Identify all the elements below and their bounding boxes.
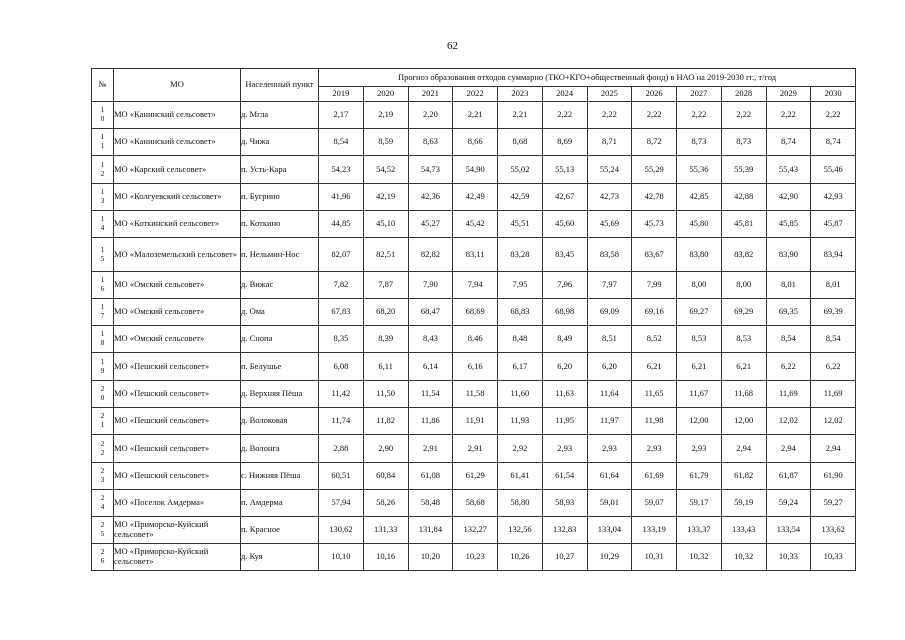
value-cell: 83,45 bbox=[542, 238, 587, 272]
value-cell: 55,24 bbox=[587, 156, 632, 184]
value-cell: 6,08 bbox=[319, 353, 364, 381]
value-cell: 6,11 bbox=[363, 353, 408, 381]
value-cell: 54,52 bbox=[363, 156, 408, 184]
header-year: 2022 bbox=[453, 87, 498, 102]
value-cell: 11,60 bbox=[498, 381, 543, 408]
settlement-cell: п. Амдерма bbox=[241, 490, 319, 517]
value-cell: 69,29 bbox=[721, 299, 766, 326]
value-cell: 11,69 bbox=[811, 381, 856, 408]
value-cell: 83,94 bbox=[811, 238, 856, 272]
settlement-cell: д. Верхняя Пёша bbox=[241, 381, 319, 408]
value-cell: 42,88 bbox=[721, 184, 766, 211]
value-cell: 83,80 bbox=[677, 238, 722, 272]
value-cell: 2,90 bbox=[363, 435, 408, 463]
value-cell: 6,22 bbox=[811, 353, 856, 381]
value-cell: 68,83 bbox=[498, 299, 543, 326]
value-cell: 55,02 bbox=[498, 156, 543, 184]
municipality-cell: МО «Омский сельсовет» bbox=[114, 299, 241, 326]
value-cell: 11,64 bbox=[587, 381, 632, 408]
value-cell: 2,93 bbox=[542, 435, 587, 463]
value-cell: 6,14 bbox=[408, 353, 453, 381]
value-cell: 7,90 bbox=[408, 272, 453, 299]
value-cell: 68,20 bbox=[363, 299, 408, 326]
value-cell: 45,10 bbox=[363, 211, 408, 238]
value-cell: 55,29 bbox=[632, 156, 677, 184]
table-row bbox=[92, 211, 856, 238]
value-cell: 6,20 bbox=[542, 353, 587, 381]
value-cell: 12,02 bbox=[811, 408, 856, 435]
value-cell: 10,29 bbox=[587, 544, 632, 571]
value-cell: 2,91 bbox=[408, 435, 453, 463]
settlement-cell: п. Усть-Кара bbox=[241, 156, 319, 184]
value-cell: 6,21 bbox=[721, 353, 766, 381]
value-cell: 7,95 bbox=[498, 272, 543, 299]
table-row bbox=[92, 353, 856, 381]
value-cell: 61,29 bbox=[453, 463, 498, 490]
value-cell: 8,01 bbox=[766, 272, 811, 299]
value-cell: 59,27 bbox=[811, 490, 856, 517]
value-cell: 6,22 bbox=[766, 353, 811, 381]
value-cell: 82,51 bbox=[363, 238, 408, 272]
municipality-cell: МО «Карский сельсовет» bbox=[114, 156, 241, 184]
value-cell: 61,41 bbox=[498, 463, 543, 490]
value-cell: 12,00 bbox=[721, 408, 766, 435]
row-number: 2 3 bbox=[92, 463, 114, 490]
settlement-cell: д. Вижас bbox=[241, 272, 319, 299]
value-cell: 44,85 bbox=[319, 211, 364, 238]
row-number: 1 0 bbox=[92, 102, 114, 129]
value-cell: 11,68 bbox=[721, 381, 766, 408]
value-cell: 7,94 bbox=[453, 272, 498, 299]
value-cell: 61,64 bbox=[587, 463, 632, 490]
municipality-cell: МО «Пешский сельсовет» bbox=[114, 353, 241, 381]
value-cell: 8,39 bbox=[363, 326, 408, 353]
value-cell: 2,22 bbox=[766, 102, 811, 129]
table-row bbox=[92, 184, 856, 211]
value-cell: 8,72 bbox=[632, 129, 677, 156]
table-row bbox=[92, 102, 856, 129]
value-cell: 133,54 bbox=[766, 517, 811, 544]
value-cell: 82,07 bbox=[319, 238, 364, 272]
value-cell: 42,67 bbox=[542, 184, 587, 211]
value-cell: 132,83 bbox=[542, 517, 587, 544]
value-cell: 133,04 bbox=[587, 517, 632, 544]
value-cell: 2,21 bbox=[498, 102, 543, 129]
value-cell: 55,13 bbox=[542, 156, 587, 184]
value-cell: 8,54 bbox=[319, 129, 364, 156]
value-cell: 6,20 bbox=[587, 353, 632, 381]
value-cell: 8,48 bbox=[498, 326, 543, 353]
value-cell: 130,62 bbox=[319, 517, 364, 544]
value-cell: 10,26 bbox=[498, 544, 543, 571]
value-cell: 132,27 bbox=[453, 517, 498, 544]
settlement-cell: д. Волонга bbox=[241, 435, 319, 463]
header-year: 2026 bbox=[632, 87, 677, 102]
municipality-cell: МО «Поселок Амдерма» bbox=[114, 490, 241, 517]
value-cell: 61,69 bbox=[632, 463, 677, 490]
value-cell: 58,93 bbox=[542, 490, 587, 517]
value-cell: 61,87 bbox=[766, 463, 811, 490]
value-cell: 11,69 bbox=[766, 381, 811, 408]
value-cell: 7,99 bbox=[632, 272, 677, 299]
value-cell: 68,47 bbox=[408, 299, 453, 326]
header-forecast: Прогноз образования отходов суммарно (ТКО+КГО+общественный фонд) в НАО на 2019-2030 гг., т/год bbox=[319, 69, 856, 87]
settlement-cell: п. Белушье bbox=[241, 353, 319, 381]
value-cell: 12,00 bbox=[677, 408, 722, 435]
value-cell: 83,58 bbox=[587, 238, 632, 272]
table-row bbox=[92, 299, 856, 326]
value-cell: 8,49 bbox=[542, 326, 587, 353]
header-year: 2021 bbox=[408, 87, 453, 102]
value-cell: 42,78 bbox=[632, 184, 677, 211]
value-cell: 8,73 bbox=[721, 129, 766, 156]
value-cell: 10,32 bbox=[677, 544, 722, 571]
table-row bbox=[92, 326, 856, 353]
value-cell: 11,93 bbox=[498, 408, 543, 435]
value-cell: 2,21 bbox=[453, 102, 498, 129]
value-cell: 54,90 bbox=[453, 156, 498, 184]
value-cell: 11,42 bbox=[319, 381, 364, 408]
header-mo: МО bbox=[114, 69, 241, 102]
value-cell: 10,27 bbox=[542, 544, 587, 571]
value-cell: 2,88 bbox=[319, 435, 364, 463]
row-number: 1 3 bbox=[92, 184, 114, 211]
value-cell: 10,31 bbox=[632, 544, 677, 571]
table-row bbox=[92, 156, 856, 184]
value-cell: 55,39 bbox=[721, 156, 766, 184]
value-cell: 45,81 bbox=[721, 211, 766, 238]
value-cell: 61,54 bbox=[542, 463, 587, 490]
value-cell: 2,93 bbox=[587, 435, 632, 463]
value-cell: 7,82 bbox=[319, 272, 364, 299]
value-cell: 11,86 bbox=[408, 408, 453, 435]
settlement-cell: д. Чижа bbox=[241, 129, 319, 156]
value-cell: 82,82 bbox=[408, 238, 453, 272]
settlement-cell: п. Красное bbox=[241, 517, 319, 544]
settlement-cell: д. Снопа bbox=[241, 326, 319, 353]
value-cell: 10,32 bbox=[721, 544, 766, 571]
value-cell: 133,19 bbox=[632, 517, 677, 544]
value-cell: 42,19 bbox=[363, 184, 408, 211]
value-cell: 8,00 bbox=[721, 272, 766, 299]
municipality-cell: МО «Приморско-Куйский сельсовет» bbox=[114, 517, 241, 544]
value-cell: 68,69 bbox=[453, 299, 498, 326]
value-cell: 11,91 bbox=[453, 408, 498, 435]
value-cell: 11,67 bbox=[677, 381, 722, 408]
value-cell: 7,97 bbox=[587, 272, 632, 299]
value-cell: 8,46 bbox=[453, 326, 498, 353]
municipality-cell: МО «Канинский сельсовет» bbox=[114, 129, 241, 156]
value-cell: 11,63 bbox=[542, 381, 587, 408]
value-cell: 11,97 bbox=[587, 408, 632, 435]
value-cell: 2,22 bbox=[721, 102, 766, 129]
header-year: 2028 bbox=[721, 87, 766, 102]
value-cell: 8,74 bbox=[766, 129, 811, 156]
value-cell: 42,73 bbox=[587, 184, 632, 211]
value-cell: 11,82 bbox=[363, 408, 408, 435]
value-cell: 68,98 bbox=[542, 299, 587, 326]
table-row bbox=[92, 129, 856, 156]
value-cell: 8,63 bbox=[408, 129, 453, 156]
row-number: 1 6 bbox=[92, 272, 114, 299]
row-number: 2 5 bbox=[92, 517, 114, 544]
value-cell: 6,21 bbox=[677, 353, 722, 381]
value-cell: 59,01 bbox=[587, 490, 632, 517]
value-cell: 83,67 bbox=[632, 238, 677, 272]
header-year: 2024 bbox=[542, 87, 587, 102]
value-cell: 2,93 bbox=[632, 435, 677, 463]
value-cell: 2,17 bbox=[319, 102, 364, 129]
value-cell: 11,58 bbox=[453, 381, 498, 408]
value-cell: 2,22 bbox=[677, 102, 722, 129]
settlement-cell: с. Нижняя Пёша bbox=[241, 463, 319, 490]
waste-forecast-table bbox=[91, 68, 856, 571]
header-year: 2025 bbox=[587, 87, 632, 102]
value-cell: 42,90 bbox=[766, 184, 811, 211]
value-cell: 58,80 bbox=[498, 490, 543, 517]
table-row bbox=[92, 435, 856, 463]
value-cell: 58,48 bbox=[408, 490, 453, 517]
value-cell: 12,02 bbox=[766, 408, 811, 435]
header-year: 2030 bbox=[811, 87, 856, 102]
value-cell: 57,94 bbox=[319, 490, 364, 517]
value-cell: 61,79 bbox=[677, 463, 722, 490]
municipality-cell: МО «Колгуевский сельсовет» bbox=[114, 184, 241, 211]
value-cell: 45,42 bbox=[453, 211, 498, 238]
value-cell: 10,10 bbox=[319, 544, 364, 571]
municipality-cell: МО «Пешский сельсовет» bbox=[114, 435, 241, 463]
value-cell: 6,17 bbox=[498, 353, 543, 381]
value-cell: 8,43 bbox=[408, 326, 453, 353]
value-cell: 2,94 bbox=[721, 435, 766, 463]
settlement-cell: д. Волоковая bbox=[241, 408, 319, 435]
value-cell: 42,59 bbox=[498, 184, 543, 211]
row-number: 1 2 bbox=[92, 156, 114, 184]
row-number: 2 0 bbox=[92, 381, 114, 408]
value-cell: 11,50 bbox=[363, 381, 408, 408]
value-cell: 2,94 bbox=[811, 435, 856, 463]
value-cell: 8,54 bbox=[811, 326, 856, 353]
row-number: 1 1 bbox=[92, 129, 114, 156]
value-cell: 2,20 bbox=[408, 102, 453, 129]
table-row bbox=[92, 490, 856, 517]
value-cell: 11,98 bbox=[632, 408, 677, 435]
table-row bbox=[92, 238, 856, 272]
settlement-cell: п. Нельмин-Нос bbox=[241, 238, 319, 272]
value-cell: 2,22 bbox=[542, 102, 587, 129]
table-row bbox=[92, 544, 856, 571]
value-cell: 8,74 bbox=[811, 129, 856, 156]
value-cell: 45,69 bbox=[587, 211, 632, 238]
value-cell: 42,85 bbox=[677, 184, 722, 211]
value-cell: 131,33 bbox=[363, 517, 408, 544]
value-cell: 69,16 bbox=[632, 299, 677, 326]
value-cell: 45,85 bbox=[766, 211, 811, 238]
settlement-cell: д. Куя bbox=[241, 544, 319, 571]
value-cell: 45,27 bbox=[408, 211, 453, 238]
municipality-cell: МО «Пешский сельсовет» bbox=[114, 381, 241, 408]
header-year: 2029 bbox=[766, 87, 811, 102]
settlement-cell: п. Бугрино bbox=[241, 184, 319, 211]
settlement-cell: п. Коткино bbox=[241, 211, 319, 238]
value-cell: 54,73 bbox=[408, 156, 453, 184]
value-cell: 11,95 bbox=[542, 408, 587, 435]
value-cell: 45,60 bbox=[542, 211, 587, 238]
value-cell: 59,19 bbox=[721, 490, 766, 517]
value-cell: 8,66 bbox=[453, 129, 498, 156]
value-cell: 55,46 bbox=[811, 156, 856, 184]
value-cell: 133,62 bbox=[811, 517, 856, 544]
header-year: 2027 bbox=[677, 87, 722, 102]
value-cell: 8,54 bbox=[766, 326, 811, 353]
municipality-cell: МО «Приморско-Куйский сельсовет» bbox=[114, 544, 241, 571]
value-cell: 133,43 bbox=[721, 517, 766, 544]
value-cell: 2,94 bbox=[766, 435, 811, 463]
value-cell: 69,35 bbox=[766, 299, 811, 326]
row-number: 2 6 bbox=[92, 544, 114, 571]
value-cell: 10,16 bbox=[363, 544, 408, 571]
settlement-cell: д. Мгла bbox=[241, 102, 319, 129]
value-cell: 8,01 bbox=[811, 272, 856, 299]
value-cell: 69,27 bbox=[677, 299, 722, 326]
value-cell: 7,96 bbox=[542, 272, 587, 299]
value-cell: 2,22 bbox=[632, 102, 677, 129]
value-cell: 8,53 bbox=[677, 326, 722, 353]
value-cell: 11,65 bbox=[632, 381, 677, 408]
value-cell: 8,00 bbox=[677, 272, 722, 299]
value-cell: 2,92 bbox=[498, 435, 543, 463]
value-cell: 45,51 bbox=[498, 211, 543, 238]
value-cell: 60,51 bbox=[319, 463, 364, 490]
value-cell: 8,51 bbox=[587, 326, 632, 353]
value-cell: 132,56 bbox=[498, 517, 543, 544]
value-cell: 60,84 bbox=[363, 463, 408, 490]
value-cell: 45,80 bbox=[677, 211, 722, 238]
table-row bbox=[92, 381, 856, 408]
value-cell: 7,87 bbox=[363, 272, 408, 299]
municipality-cell: МО «Омский сельсовет» bbox=[114, 326, 241, 353]
value-cell: 54,23 bbox=[319, 156, 364, 184]
value-cell: 41,96 bbox=[319, 184, 364, 211]
value-cell: 55,43 bbox=[766, 156, 811, 184]
value-cell: 59,07 bbox=[632, 490, 677, 517]
value-cell: 83,82 bbox=[721, 238, 766, 272]
table-row bbox=[92, 272, 856, 299]
value-cell: 10,23 bbox=[453, 544, 498, 571]
row-number: 1 7 bbox=[92, 299, 114, 326]
municipality-cell: МО «Омский сельсовет» bbox=[114, 272, 241, 299]
value-cell: 69,09 bbox=[587, 299, 632, 326]
value-cell: 83,28 bbox=[498, 238, 543, 272]
municipality-cell: МО «Коткинский сельсовет» bbox=[114, 211, 241, 238]
value-cell: 10,20 bbox=[408, 544, 453, 571]
value-cell: 2,19 bbox=[363, 102, 408, 129]
value-cell: 61,90 bbox=[811, 463, 856, 490]
header-num: № bbox=[92, 69, 114, 102]
municipality-cell: МО «Канинский сельсовет» bbox=[114, 102, 241, 129]
value-cell: 131,84 bbox=[408, 517, 453, 544]
value-cell: 8,71 bbox=[587, 129, 632, 156]
header-year: 2023 bbox=[498, 87, 543, 102]
value-cell: 83,11 bbox=[453, 238, 498, 272]
value-cell: 8,52 bbox=[632, 326, 677, 353]
value-cell: 58,26 bbox=[363, 490, 408, 517]
value-cell: 61,82 bbox=[721, 463, 766, 490]
table-row bbox=[92, 463, 856, 490]
value-cell: 45,73 bbox=[632, 211, 677, 238]
value-cell: 59,24 bbox=[766, 490, 811, 517]
value-cell: 55,36 bbox=[677, 156, 722, 184]
row-number: 1 4 bbox=[92, 211, 114, 238]
value-cell: 61,08 bbox=[408, 463, 453, 490]
value-cell: 11,54 bbox=[408, 381, 453, 408]
value-cell: 8,73 bbox=[677, 129, 722, 156]
header-year: 2020 bbox=[363, 87, 408, 102]
value-cell: 10,33 bbox=[811, 544, 856, 571]
municipality-cell: МО «Малоземельский сельсовет» bbox=[114, 238, 241, 272]
value-cell: 8,53 bbox=[721, 326, 766, 353]
table-row bbox=[92, 517, 856, 544]
municipality-cell: МО «Пешский сельсовет» bbox=[114, 463, 241, 490]
row-number: 2 2 bbox=[92, 435, 114, 463]
row-number: 2 4 bbox=[92, 490, 114, 517]
value-cell: 42,49 bbox=[453, 184, 498, 211]
row-number: 1 9 bbox=[92, 353, 114, 381]
value-cell: 2,22 bbox=[811, 102, 856, 129]
value-cell: 133,37 bbox=[677, 517, 722, 544]
row-number: 1 8 bbox=[92, 326, 114, 353]
value-cell: 45,87 bbox=[811, 211, 856, 238]
value-cell: 58,68 bbox=[453, 490, 498, 517]
value-cell: 6,21 bbox=[632, 353, 677, 381]
header-year: 2019 bbox=[319, 87, 364, 102]
settlement-cell: д. Ома bbox=[241, 299, 319, 326]
value-cell: 69,39 bbox=[811, 299, 856, 326]
value-cell: 59,17 bbox=[677, 490, 722, 517]
value-cell: 2,22 bbox=[587, 102, 632, 129]
row-number: 1 5 bbox=[92, 238, 114, 272]
value-cell: 8,68 bbox=[498, 129, 543, 156]
value-cell: 6,16 bbox=[453, 353, 498, 381]
header-settlement: Населенный пункт bbox=[241, 69, 319, 102]
row-number: 2 1 bbox=[92, 408, 114, 435]
value-cell: 2,91 bbox=[453, 435, 498, 463]
value-cell: 8,59 bbox=[363, 129, 408, 156]
table-row bbox=[92, 408, 856, 435]
municipality-cell: МО «Пешский сельсовет» bbox=[114, 408, 241, 435]
value-cell: 2,93 bbox=[677, 435, 722, 463]
value-cell: 11,74 bbox=[319, 408, 364, 435]
value-cell: 8,69 bbox=[542, 129, 587, 156]
value-cell: 10,33 bbox=[766, 544, 811, 571]
value-cell: 8,35 bbox=[319, 326, 364, 353]
value-cell: 67,83 bbox=[319, 299, 364, 326]
value-cell: 42,93 bbox=[811, 184, 856, 211]
page-number: 62 bbox=[447, 40, 458, 52]
value-cell: 83,90 bbox=[766, 238, 811, 272]
value-cell: 42,36 bbox=[408, 184, 453, 211]
